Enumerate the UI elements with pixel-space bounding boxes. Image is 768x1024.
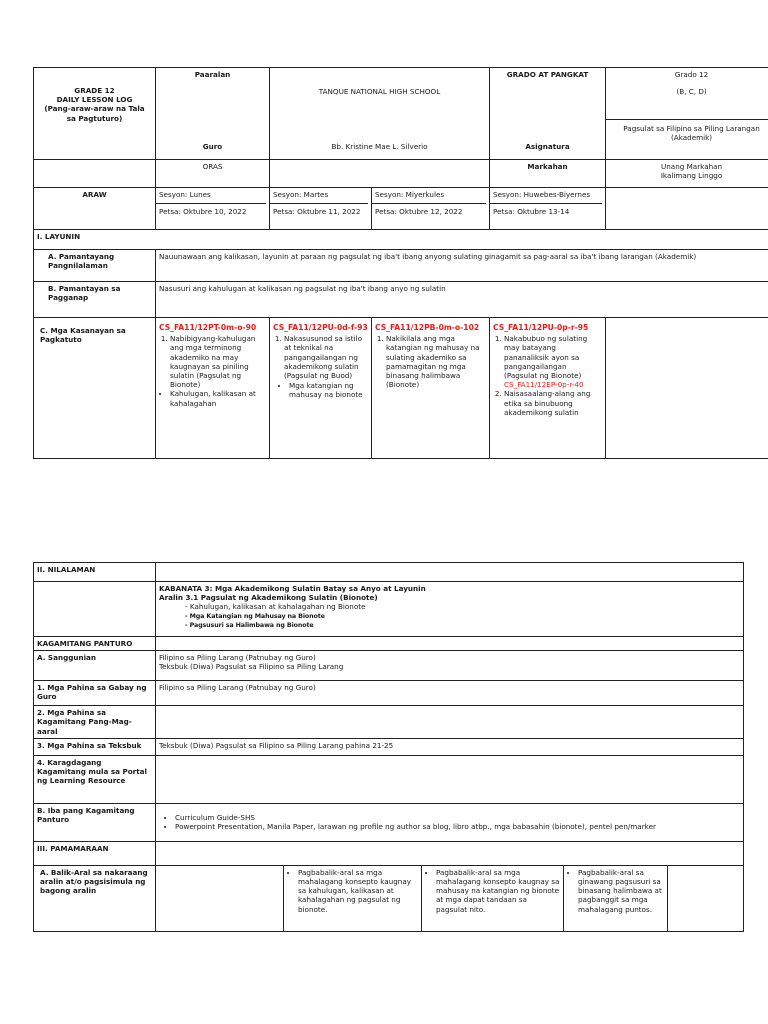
grado-value-cell [606, 68, 768, 120]
balik-blank [668, 865, 744, 931]
day-blank [606, 188, 768, 230]
competency-code: CS_FA11/12PU-0d-f-93 [273, 323, 368, 332]
asignatura-label: Asignatura [525, 141, 570, 151]
teksbuk-text: Teksbuk (Diwa) Pagsulat sa Filipino sa Piling Larang pahina 21-25 [159, 740, 394, 750]
pagganap-label-cell [34, 282, 156, 318]
asignatura-cell [490, 120, 606, 160]
school-cell [270, 68, 490, 120]
grado-label: GRADO AT PANGKAT [506, 70, 589, 79]
aralin-title: Aralin 3.1 Pagsulat ng Akademikong Sulatin (Bionote) [159, 593, 378, 603]
karagdagang-label-cell [34, 755, 156, 803]
iba-cell [156, 803, 744, 841]
balik-huwebes [564, 865, 668, 931]
nilalaman-title-cell [34, 563, 156, 582]
kasanayan-martes [270, 318, 372, 459]
day-miyerkules [372, 188, 490, 230]
grade-title: GRADE 12 [74, 86, 115, 95]
competency-item: 1. Nakasusunod sa istilo at teknikal na pangangailangan ng akademikong sulatin (Pagsulat ng Buod) [284, 334, 368, 380]
pamamaraan-title-cell [34, 841, 156, 865]
teksbuk-cell [156, 738, 744, 755]
sanggunian-cell [156, 651, 744, 681]
kagamitan-title: KAGAMITANG PANTURO [37, 639, 133, 648]
balik-martes [284, 865, 422, 931]
sections-value: (B, C, D) [676, 87, 707, 97]
pamantayang-text: Nauunawaan ang kalikasan, layunin at paraan ng pagsulat ng iba't ibang anyong sulating ginagamit sa pag-aaral sa iba't ibang larangan (Akademik) [159, 252, 697, 261]
nilalaman-left-blank [34, 582, 156, 637]
nilalaman-content-cell [156, 582, 744, 637]
iba-label-cell [34, 803, 156, 841]
competency-code: CS_FA11/12PT-0m-o-90 [159, 323, 257, 332]
karagdagang-label: 4. Karagdagang Kagamitang mula sa Portal ng Learning Resource [37, 757, 147, 786]
quarter-cell [606, 160, 768, 188]
balik-label: A. Balik-Aral sa nakaraang aralin at/o pagsisimula ng bagong aralin [40, 867, 148, 896]
sesyon-huwebes: Sesyon: Huwebes-Biyernes [493, 190, 591, 199]
week-value: Ikalimang Linggo [660, 171, 723, 181]
subject-cell [606, 120, 768, 160]
gabay-label: 1. Mga Pahina sa Gabay ng Guro [37, 683, 147, 702]
competency-bullet: • Mga katangian ng mahusay na bionote [289, 381, 368, 399]
petsa-miyerkules: Petsa: Oktubre 12, 2022 [375, 207, 463, 217]
pagganap-text-cell [156, 282, 768, 318]
kasanayan-lunes [156, 318, 270, 459]
kasanayan-blank [606, 318, 768, 459]
day-martes [270, 188, 372, 230]
competency-code: CS_FA11/12PB-0m-o-102 [375, 323, 480, 332]
kabanata-title: KABANATA 3: Mga Akademikong Sulatin Batay sa Anyo at Layunin [159, 584, 426, 593]
sanggunian-label-cell [34, 651, 156, 681]
araw-cell [34, 188, 156, 230]
iba-label: B. Iba pang Kagamitang Panturo [37, 805, 135, 825]
pamamaraan-title: III. PAMAMARAAN [37, 843, 109, 853]
pamantayang-label: A. Pamantayang Pangnilalaman [48, 252, 115, 271]
kagamitan-blank [156, 637, 744, 651]
araw-label: ARAW [82, 190, 107, 199]
competency-item-text: Nakabubuo ng sulating may batayang pananaliksik ayon sa pangangailangan (Pagsulat ng Bionote) [504, 334, 588, 381]
sesyon-lunes: Sesyon: Lunes [159, 190, 211, 199]
balik-item: • Pagbabalik-aral sa mga mahalagang konsepto kaugnay sa kahulugan, kalikasan at kahalagahan ng pagsulat ng bionote. [298, 868, 418, 914]
sanggunian-line: Teksbuk (Diwa) Pagsulat sa Filipino sa Piling Larang [159, 662, 344, 672]
oras-blank [270, 160, 490, 188]
balik-item: • Pagbabalik-aral sa mga mahalagang konsepto kaugnay sa mahusay na katangian ng bionote at mga dapat tandaan sa pagsulat nito. [436, 868, 560, 914]
kasanayan-label: C. Mga Kasanayan sa Pagkatuto [40, 326, 126, 345]
magaaral-label: 2. Mga Pahina sa Kagamitang Pang-Mag-aaral [37, 708, 132, 736]
balik-miyerkules [422, 865, 564, 931]
quarter-value: Unang Markahan [660, 162, 723, 171]
oras-cell [156, 160, 270, 188]
topic-item: - Mga Katangian ng Mahusay na Bionote [185, 612, 740, 621]
kasanayan-huwebes [490, 318, 606, 459]
pamamaraan-blank [156, 841, 744, 865]
day-lunes [156, 188, 270, 230]
petsa-huwebes: Petsa: Oktubre 13-14 [493, 207, 570, 217]
magaaral-cell [156, 706, 744, 739]
balik-lunes [156, 865, 284, 931]
nilalaman-title: II. NILALAMAN [37, 565, 96, 574]
competency-bullet: • Kahulugan, kalikasan at kahalagahan [170, 389, 266, 407]
dll-subtitle-2: sa Pagtuturo) [66, 113, 123, 123]
sanggunian-label: A. Sanggunian [37, 653, 97, 663]
day-huwebes [490, 188, 606, 230]
markahan-label: Markahan [527, 162, 568, 171]
magaaral-label-cell [34, 706, 156, 739]
teacher-name: Bb. Kristine Mae L. Silverio [331, 141, 428, 151]
dll-title: DAILY LESSON LOG [56, 95, 133, 105]
kasanayan-miyerkules [372, 318, 490, 459]
kasanayan-label-cell [34, 318, 156, 459]
paaralan-label: Paaralan [194, 70, 231, 79]
grado-cell [490, 68, 606, 120]
competency-item [504, 334, 602, 389]
competency-item: 1. Nakikilala ang mga katangian ng mahusay na sulating akademiko sa pamamagitan ng mga binasang halimbawa (Bionote) [386, 334, 486, 389]
pagganap-label: B. Pamantayan sa Pagganap [48, 284, 121, 303]
blank-oras-left [34, 160, 156, 188]
dll-subtitle-1: (Pang-araw-araw na Tala [44, 104, 145, 114]
kagamitan-title-cell [34, 637, 156, 651]
lesson-log-table-2 [33, 562, 744, 932]
pamantayang-label-cell [34, 250, 156, 282]
grado-value: Grado 12 [674, 70, 709, 79]
gabay-label-cell [34, 681, 156, 706]
topic-item: - Kahulugan, kalikasan at kahalagahan ng Bionote [185, 602, 740, 611]
teksbuk-label-cell [34, 738, 156, 755]
gabay-text: Filipino sa Piling Larang (Patnubay ng Guro) [159, 683, 316, 693]
gabay-cell [156, 681, 744, 706]
balik-label-cell [34, 865, 156, 931]
competency-code-2: CS_FA11/12EP-0p-r-40 [504, 380, 584, 390]
oras-label: ORAS [202, 162, 223, 171]
lesson-log-table-1 [33, 67, 768, 459]
petsa-martes: Petsa: Oktubre 11, 2022 [273, 207, 361, 217]
layunin-title-cell [34, 230, 768, 250]
nilalaman-blank [156, 563, 744, 582]
petsa-lunes: Petsa: Oktubre 10, 2022 [159, 207, 247, 217]
competency-item: 1. Nabibigyang-kahulugan ang mga terminong akademiko na may kaugnayan sa piniling sulatin (Pagsulat ng Bionote) [170, 334, 266, 389]
pamantayang-text-cell [156, 250, 768, 282]
karagdagang-cell [156, 755, 744, 803]
sesyon-martes: Sesyon: Martes [273, 190, 329, 199]
teksbuk-label: 3. Mga Pahina sa Teksbuk [37, 740, 142, 750]
competency-item: 2. Naisasaalang-alang ang etika sa binubuong akademikong sulatin [504, 389, 602, 417]
markahan-cell [490, 160, 606, 188]
pagganap-text: Nasusuri ang kahulugan at kalikasan ng pagsulat ng iba't ibang anyo ng sulatin [159, 284, 446, 293]
iba-item: • Curriculum Guide-SHS [175, 813, 740, 822]
paaralan-cell [156, 68, 270, 120]
school-name: TANQUE NATIONAL HIGH SCHOOL [318, 87, 441, 96]
competency-code: CS_FA11/12PU-0p-r-95 [493, 323, 589, 332]
sesyon-miyerkules: Sesyon: Miyerkules [375, 190, 445, 199]
guro-cell [156, 120, 270, 160]
layunin-title: I. LAYUNIN [37, 232, 81, 241]
grade-title-cell [34, 68, 156, 160]
subject-name: Pagsulat sa Filipino sa Piling Larangan (Akademik) [623, 124, 760, 143]
sanggunian-line: Filipino sa Piling Larang (Patnubay ng Guro) [159, 653, 316, 663]
topic-item: - Pagsusuri sa Halimbawa ng Bionote [185, 621, 740, 630]
iba-item: • Powerpoint Presentation, Manila Paper, larawan ng profile ng author sa blog, libro atbp., mga babasahin (bionote), pentel pen/marker [175, 822, 740, 831]
guro-label: Guro [202, 141, 223, 151]
teacher-cell [270, 120, 490, 160]
balik-item: • Pagbabalik-aral sa ginawang pagsusuri sa binasang halimbawa at pagbanggit sa mga mahalagang puntos. [578, 868, 664, 914]
